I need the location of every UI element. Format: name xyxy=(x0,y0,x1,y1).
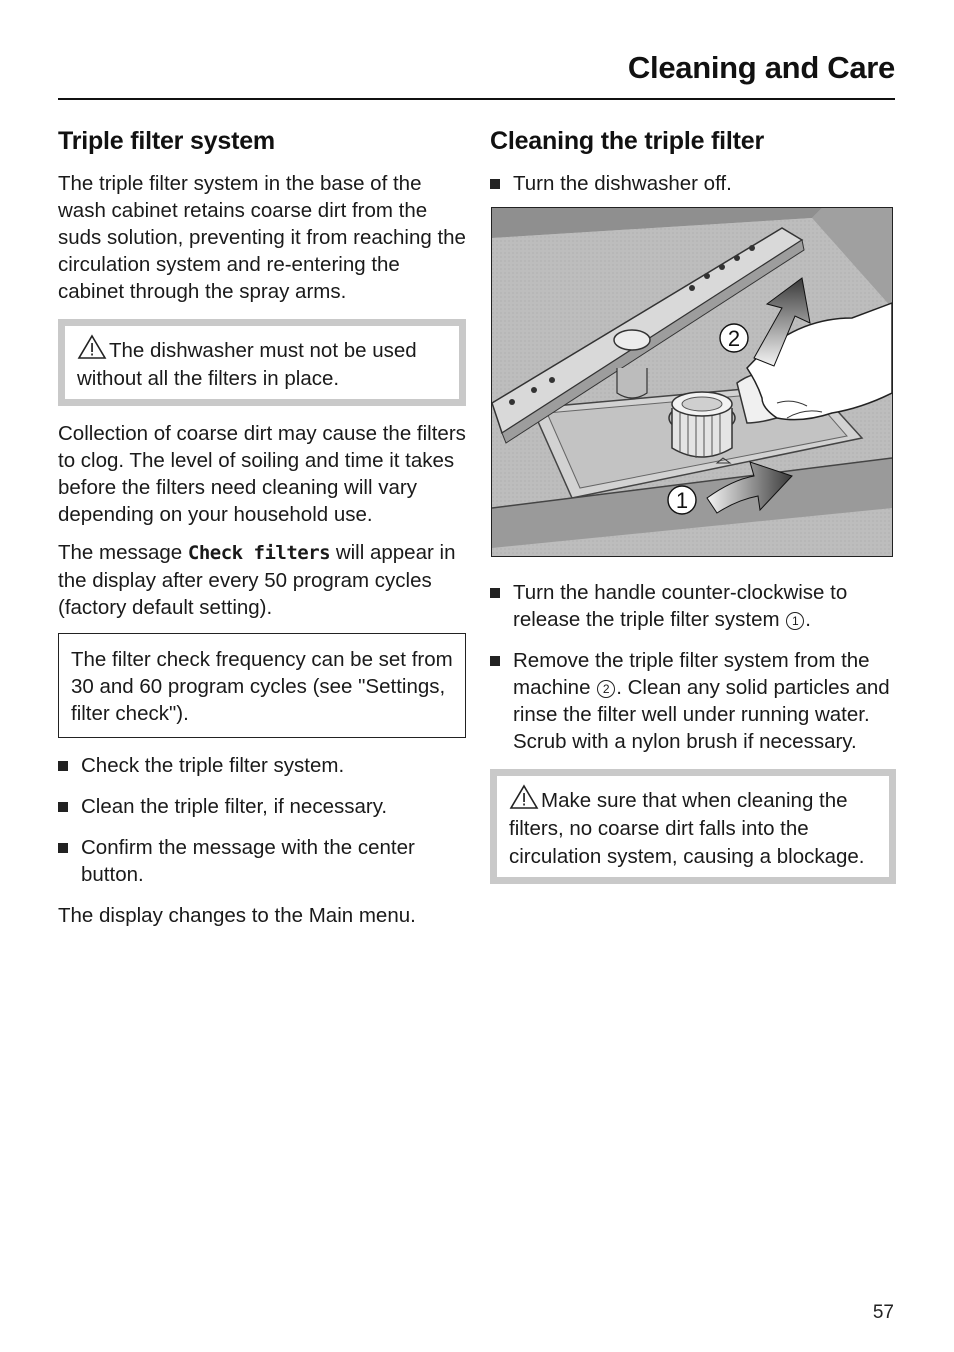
callout-ref-2: 2 xyxy=(597,680,615,698)
list-item xyxy=(58,834,466,888)
bullet-square-icon xyxy=(58,761,68,771)
warning-text: Make sure that when cleaning the filters, no coarse dirt falls into the circulation system, causing a blockage. xyxy=(509,789,865,868)
bullet-square-icon xyxy=(58,802,68,812)
list-item-text: Check the triple filter system. xyxy=(81,754,345,777)
section-heading-triple-filter: Triple filter system xyxy=(58,127,275,155)
warning-box xyxy=(58,319,466,406)
bullet-square-icon xyxy=(58,843,68,853)
list-item-text: Confirm the message with the center button. xyxy=(81,836,415,886)
section-heading-cleaning: Cleaning the triple filter xyxy=(490,127,764,155)
list-item-text: Turn the dishwasher off. xyxy=(513,172,732,195)
list-item xyxy=(58,793,466,820)
dishwasher-filter-illustration xyxy=(491,207,893,557)
bullet-square-icon xyxy=(490,179,500,189)
warning-triangle-icon xyxy=(509,784,539,810)
display-message-check-filters: Check filters xyxy=(187,542,331,564)
left-column xyxy=(58,124,466,929)
warning-text: The dishwasher must not be used without all the filters in place. xyxy=(77,339,417,390)
step-list-right xyxy=(490,579,896,755)
list-item xyxy=(490,170,896,197)
closing-paragraph: The display changes to the Main menu. xyxy=(58,904,416,927)
message-suffix: will appear in the display after every 50 program cycles (factory default setting). xyxy=(58,541,456,619)
message-paragraph xyxy=(58,539,466,621)
page-section-title: Cleaning and Care xyxy=(627,50,895,85)
callout-2-label: 2 xyxy=(727,326,741,351)
list-item-text: Clean the triple filter, if necessary. xyxy=(81,795,388,818)
list-item xyxy=(490,647,896,755)
callout-1-label: 1 xyxy=(675,488,689,513)
intro-paragraph: The triple filter system in the base of the wash cabinet retains coarse dirt from the suds solution, preventing it from reaching the circulation system and re-entering the cabinet through the spray arms. xyxy=(58,172,466,303)
warning-box-right xyxy=(490,769,896,884)
note-box: The filter check frequency can be set from 30 and 60 program cycles (see "Settings, filter check"). xyxy=(58,633,466,738)
bullet-square-icon xyxy=(490,588,500,598)
collection-paragraph: Collection of coarse dirt may cause the filters to clog. The level of soiling and time it takes before the filters need cleaning will vary depending on your household use. xyxy=(58,422,466,526)
list-item-text-end: . xyxy=(805,608,811,631)
list-item-text: Remove the triple filter system from the machine xyxy=(513,649,870,699)
filter-illustration-svg xyxy=(492,208,892,556)
step-list-off xyxy=(490,170,896,197)
callout-ref-1: 1 xyxy=(786,612,804,630)
warning-triangle-icon xyxy=(77,334,107,360)
list-item xyxy=(490,579,896,633)
list-item-text-end: . Clean any solid particles and rinse the filter well under running water. Scrub with a nylon brush if necessary. xyxy=(513,676,890,753)
page-number: 57 xyxy=(872,1302,894,1323)
list-item-text: Turn the handle counter-clockwise to release the triple filter system xyxy=(513,581,848,631)
message-prefix: The message xyxy=(58,541,188,564)
list-item xyxy=(58,752,466,779)
bullet-square-icon xyxy=(490,656,500,666)
header-rule xyxy=(58,98,895,100)
step-list xyxy=(58,752,466,888)
right-column xyxy=(490,124,896,898)
